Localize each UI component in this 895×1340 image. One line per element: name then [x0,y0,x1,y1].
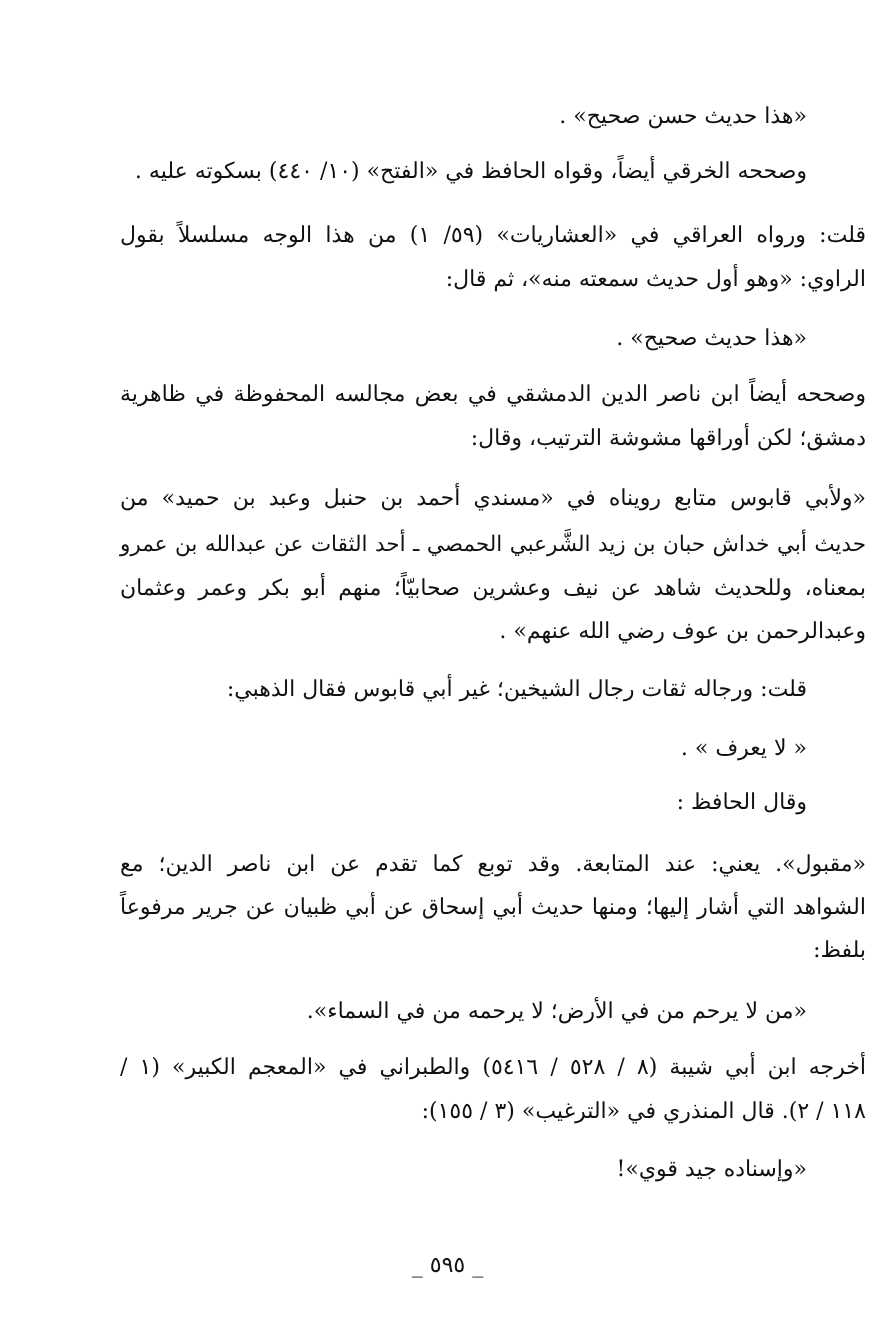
quote-line: « لا يعرف » . [680,736,807,761]
text-line: قلت: ورواه العراقي في «العشاريات» (٥٩/ ١) من هذا الوجه مسلسلاً بقول [120,223,867,248]
text-line: «ولأبي قابوس متابع رويناه في «مسندي أحمد بن حنبل وعبد بن حميد» من [120,486,866,511]
text-line: ١١٨ / ٢). قال المنذري في «الترغيب» (٣ / ١٥٥): [421,1099,866,1124]
quote-line: «وإسناده جيد قوي»! [616,1157,807,1182]
text-line: وصححه أيضاً ابن ناصر الدين الدمشقي في بعض مجالسه المحفوظة في ظاهرية [120,382,866,407]
page-number: _ ٥٩٥ _ [411,1253,484,1278]
text-line: وعبدالرحمن بن عوف رضي الله عنهم» . [499,619,866,644]
quote-line: «هذا حديث صحيح» . [616,326,807,351]
text-line: وقال الحافظ : [676,790,807,815]
text-line: بلفظ: [813,938,866,963]
text-line: بمعناه، وللحديث شاهد عن نيف وعشرين صحابيّاً؛ منهم أبو بكر وعمر وعثمان [120,576,866,601]
text-line: دمشق؛ لكن أوراقها مشوشة الترتيب، وقال: [470,426,866,451]
text-line: حديث أبي خداش حبان بن زيد الشَّرعبي الحمصي ـ أحد الثقات عن عبدالله بن عمرو [120,532,866,557]
text-line: الشواهد التي أشار إليها؛ ومنها حديث أبي إسحاق عن أبي ظبيان عن جرير مرفوعاً [120,895,866,920]
text-line: قلت: ورجاله ثقات رجال الشيخين؛ غير أبي قابوس فقال الذهبي: [226,677,807,702]
text-line: وصححه الخرقي أيضاً، وقواه الحافظ في «الفتح» (١٠/ ٤٤٠) بسكوته عليه . [134,159,807,184]
quote-line: «هذا حديث حسن صحيح» . [559,104,807,129]
quote-line: «من لا يرحم من في الأرض؛ لا يرحمه من في السماء». [306,999,807,1024]
text-line: أخرجه ابن أبي شيبة (٨ / ٥٢٨ / ٥٤١٦) والطبراني في «المعجم الكبير» (١ / [120,1055,866,1080]
text-line: الراوي: «وهو أول حديث سمعته منه»، ثم قال: [445,267,866,292]
text-line: «مقبول». يعني: عند المتابعة. وقد توبع كما تقدم عن ابن ناصر الدين؛ مع [120,852,866,877]
